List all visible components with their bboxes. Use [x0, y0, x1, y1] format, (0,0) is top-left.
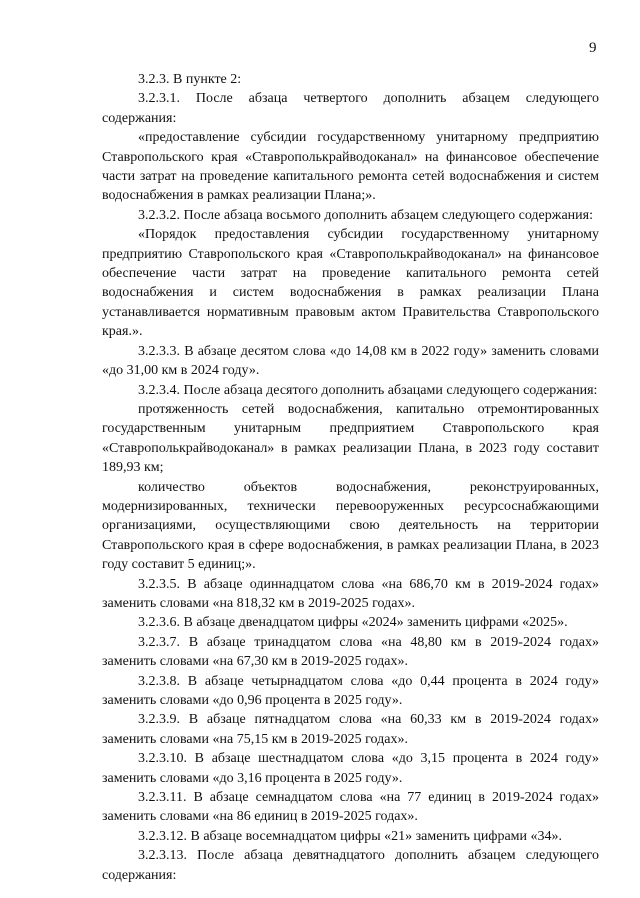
paragraph-3-2-3-11: 3.2.3.11. В абзаце семнадцатом слова «на 77 единиц в 2019-2024 годах» заменить словами «на 86 единиц в 2019-2025 годах».	[102, 790, 599, 825]
inserted-paragraph-subsidy: «предоставление субсидии государственному унитарному предприятию Ставропольского края «Ставрополькрайводоканал» на финансовое обеспечение части затрат на проведение капитального ремонта сетей водоснабжения и систем водоснабжения в рамках реализации Плана;».	[102, 130, 599, 204]
paragraph-3-2-3-10: 3.2.3.10. В абзаце шестнадцатом слова «до 3,15 процента в 2024 году» заменить словами «до 3,16 процента в 2025 году».	[102, 751, 599, 786]
paragraph-3-2-3-1: 3.2.3.1. После абзаца четвертого дополнить абзацем следующего содержания:	[102, 91, 599, 126]
paragraph-3-2-3-12: 3.2.3.12. В абзаце восемнадцатом цифры «21» заменить цифрами «34».	[138, 828, 563, 844]
paragraph-3-2-3-3: 3.2.3.3. В абзаце десятом слова «до 14,08 км в 2022 году» заменить словами «до 31,00 км в 2024 году».	[102, 343, 599, 379]
inserted-paragraph-network-length: протяженность сетей водоснабжения, капитально отремонтированных государственным унитарным предприятием Ставропольского края «Ставрополькрайводоканал» в рамках реализации Плана, в 2023 году составит 189,93 км;	[102, 401, 599, 476]
document-body	[102, 70, 599, 885]
page-number: 9	[589, 40, 597, 56]
paragraph-3-2-3-13: 3.2.3.13. После абзаца девятнадцатого дополнить абзацем следующего содержания:	[102, 848, 599, 883]
paragraph-3-2-3-7: 3.2.3.7. В абзаце тринадцатом слова «на 48,80 км в 2019-2024 годах» заменить словами «на 67,30 км в 2019-2025 годах».	[102, 634, 599, 670]
paragraph-3-2-3-5: 3.2.3.5. В абзаце одиннадцатом слова «на 686,70 км в 2019-2024 годах» заменить словами «на 818,32 км в 2019-2025 годах».	[102, 576, 599, 611]
paragraph-3-2-3-6: 3.2.3.6. В абзаце двенадцатом цифры «2024» заменить цифрами «2025».	[138, 615, 568, 631]
inserted-paragraph-procedure: «Порядок предоставления субсидии государственному унитарному предприятию Ставропольского края «Ставрополькрайводоканал» на финансовое обеспечение части затрат на проведение капитального ремонта сетей водоснабжения и систем водоснабжения в рамках реализации Плана устанавливается нормативным правовым актом Правительства Ставропольского края.».	[102, 227, 599, 340]
paragraph-3-2-3-4: 3.2.3.4. После абзаца десятого дополнить абзацами следующего содержания:	[138, 382, 598, 398]
paragraph-3-2-3-2: 3.2.3.2. После абзаца восьмого дополнить абзацем следующего содержания:	[138, 207, 593, 223]
inserted-paragraph-facilities-count: количество объектов водоснабжения, реконструированных, модернизированных, технически перевооруженных ресурсоснабжающими организациями, осуществляющими свою деятельность на территории Ставропольского края в сфере водоснабжения, в рамках реализации Плана, в 2023 году составит 5 единиц;».	[102, 479, 599, 573]
paragraph-3-2-3-8: 3.2.3.8. В абзаце четырнадцатом слова «до 0,44 процента в 2024 году» заменить словами «до 0,96 процента в 2025 году».	[102, 673, 599, 708]
paragraph-3-2-3-9: 3.2.3.9. В абзаце пятнадцатом слова «на 60,33 км в 2019-2024 годах» заменить словами «на 75,15 км в 2019-2025 годах».	[102, 712, 599, 747]
paragraph-3-2-3: 3.2.3. В пункте 2:	[138, 72, 242, 87]
